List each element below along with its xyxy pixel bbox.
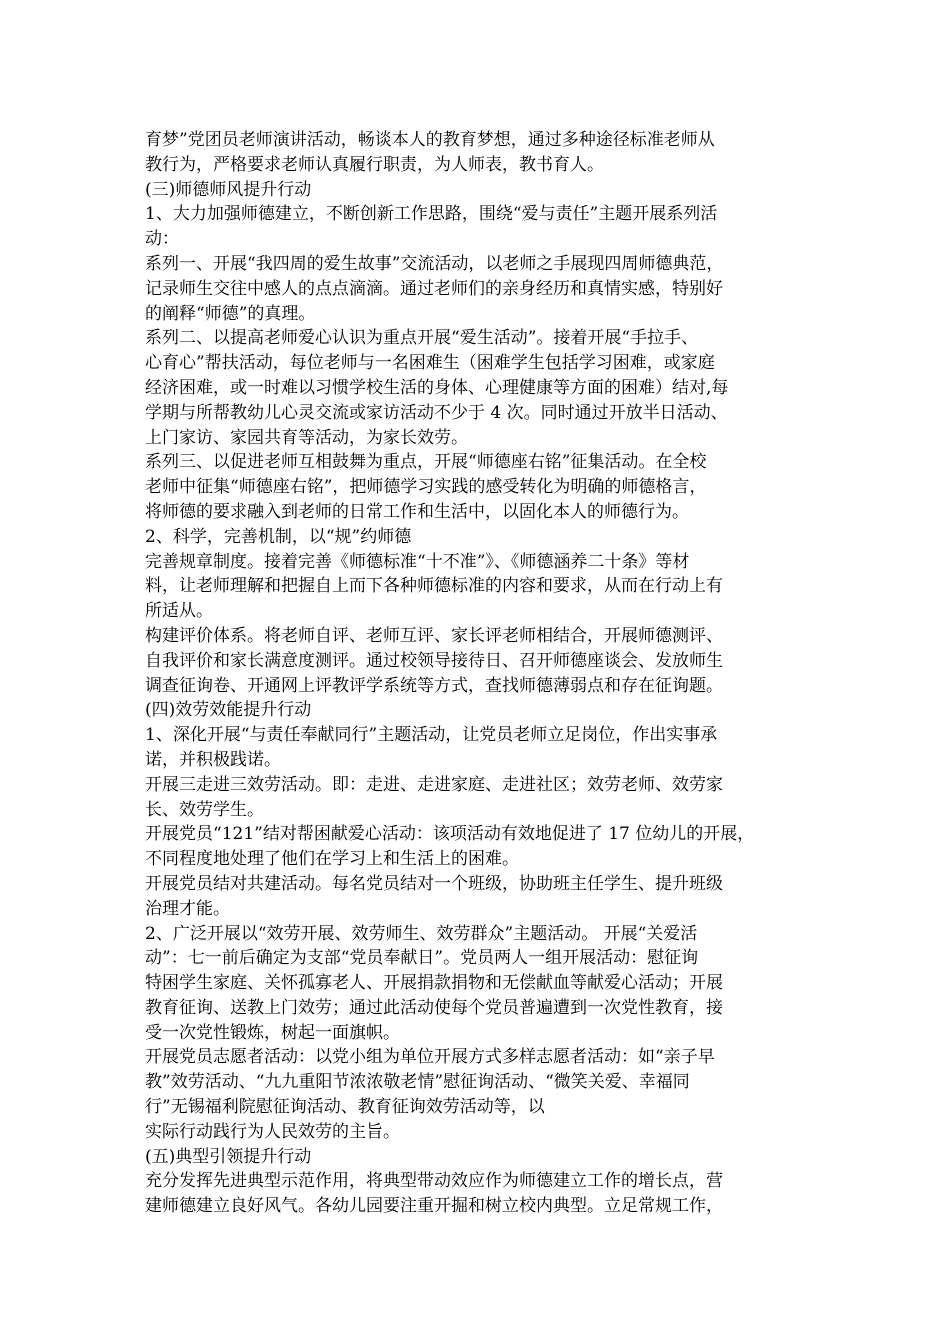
text-line: 教育征询、送教上门效劳；通过此活动使每个党员普遍遭到一次党性教育，接 xyxy=(145,997,723,1018)
text-line: 开展党员结对共建活动。每名党员结对一个班级，协助班主任学生、提升班级 xyxy=(145,873,723,894)
text-line: 诺，并积极践诺。 xyxy=(145,749,281,770)
text-line: 不同程度地处理了他们在学习上和生活上的困难。 xyxy=(145,849,519,870)
text-line: 所适从。 xyxy=(145,601,213,622)
section-heading: (四)效劳效能提升行动 xyxy=(145,700,312,721)
text-line: 受一次党性锻炼，树起一面旗帜。 xyxy=(145,1022,400,1043)
text-line: 动： xyxy=(145,229,179,250)
document-body xyxy=(145,128,810,1219)
text-line: 1、深化开展“与责任奉献同行”主题活动，让党员老师立足岗位，作出实事承 xyxy=(145,725,718,746)
text-line: 动”：七一前后确定为支部“党员奉献日”。党员两人一组开展活动：慰征询 xyxy=(145,948,699,969)
text-line: 开展三走进三效劳活动。即：走进、走进家庭、走进社区；效劳老师、效劳家 xyxy=(145,774,723,795)
text-line: 实际行动践行为人民效劳的主旨。 xyxy=(145,1121,400,1142)
text-line: 调查征询卷、开通网上评教评学系统等方式，查找师德薄弱点和存在征询题。 xyxy=(145,675,723,696)
text-line: 充分发挥先进典型示范作用，将典型带动效应作为师德建立工作的增长点，营 xyxy=(145,1171,723,1192)
text-line: 上门家访、家园共育等活动，为家长效劳。 xyxy=(145,427,468,448)
section-heading: (五)典型引领提升行动 xyxy=(145,1146,312,1167)
text-line: 系列二、以提高老师爱心认识为重点开展“爱生活动”。接着开展“手拉手、 xyxy=(145,328,699,349)
text-line: 自我评价和家长满意度测评。通过校领导接待日、召开师德座谈会、发放师生 xyxy=(145,650,723,671)
section-heading: (三)师德师风提升行动 xyxy=(145,179,312,200)
text-line: 教行为，严格要求老师认真履行职责，为人师表，教书育人。 xyxy=(145,154,604,175)
text-line: 系列三、以促进老师互相鼓舞为重点，开展“师德座右铭”征集活动。在全校 xyxy=(145,452,707,473)
text-line: 记录师生交往中感人的点点滴滴。通过老师们的亲身经历和真情实感，特别好 xyxy=(145,278,723,299)
text-line: 建师德建立良好风气。各幼儿园要注重开掘和树立校内典型。立足常规工作， xyxy=(145,1196,723,1217)
text-line: 心育心”帮扶活动，每位老师与一名困难生（困难学生包括学习困难，或家庭 xyxy=(145,353,715,374)
text-line: 治理才能。 xyxy=(145,898,230,919)
text-line: 2、广泛开展以“效劳开展、效劳师生、效劳群众”主题活动。 开展“关爱活 xyxy=(145,923,698,944)
text-line: 料，让老师理解和把握自上而下各种师德标准的内容和要求，从而在行动上有 xyxy=(145,576,723,597)
text-line: 1、大力加强师德建立，不断创新工作思路，围绕“爱与责任”主题开展系列活 xyxy=(145,204,718,225)
text-line: 开展党员志愿者活动：以党小组为单位开展方式多样志愿者活动：如“亲子早 xyxy=(145,1047,715,1068)
text-line: 经济困难，或一时难以习惯学校生活的身体、心理健康等方面的困难）结对,每 xyxy=(145,377,729,398)
text-line: 学期与所帮教幼儿心灵交流或家访活动不少于 4 次。同时通过开放半日活动、 xyxy=(145,402,728,423)
text-line: 教”效劳活动、“九九重阳节浓浓敬老情”慰征询活动、“微笑关爱、幸福同 xyxy=(145,1072,690,1093)
text-line: 行”无锡福利院慰征询活动、教育征询效劳活动等，以 xyxy=(145,1097,545,1118)
text-line: 构建评价体系。将老师自评、老师互评、家长评老师相结合，开展师德测评、 xyxy=(145,625,723,646)
text-line: 育梦”党团员老师演讲活动，畅谈本人的教育梦想，通过多种途径标准老师从 xyxy=(145,130,715,150)
text-line: 老师中征集“师德座右铭”，把师德学习实践的感受转化为明确的师德格言， xyxy=(145,477,707,498)
text-line: 特困学生家庭、关怀孤寡老人、开展捐款捐物和无偿献血等献爱心活动；开展 xyxy=(145,973,723,994)
text-line: 将师德的要求融入到老师的日常工作和生活中，以固化本人的师德行为。 xyxy=(145,501,689,522)
text-line: 的阐释“师德”的真理。 xyxy=(145,303,316,324)
text-line: 长、效劳学生。 xyxy=(145,799,264,820)
text-line: 完善规章制度。接着完善《师德标准“十不准”》、《师德涵养二十条》等材 xyxy=(145,551,690,572)
text-line: 2、科学，完善机制，以“规”约师德 xyxy=(145,526,412,547)
text-line: 系列一、开展“我四周的爱生故事”交流活动，以老师之手展现四周师德典范， xyxy=(145,253,724,274)
text-line: 开展党员“121”结对帮困献爱心活动：该项活动有效地促进了 17 位幼儿的开展， xyxy=(145,824,755,845)
